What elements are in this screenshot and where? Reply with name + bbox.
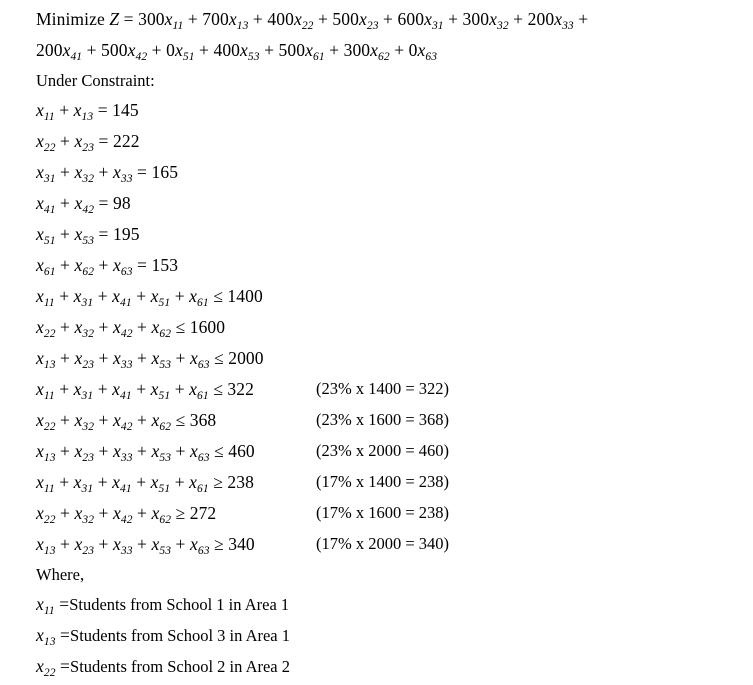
constraint-equation: $x_{13} + x_{23} + x_{33} + x_{53} + x_{63} \le 2000$ [36,348,264,371]
constraint-equation: $x_{22} + x_{32} + x_{42} + x_{62} \le 368$ [36,410,217,433]
definition-row [36,592,736,623]
constraint-equation: $x_{22} + x_{32} + x_{42} + x_{62} \ge 272$ [36,503,217,526]
constraint-equation: $x_{22} + x_{23} = 222$ [36,131,140,154]
definition-variable: $x_{13}$ = [36,625,71,648]
constraint-row [36,284,736,315]
constraint-row [36,439,736,470]
constraint-row [36,222,736,253]
constraint-equation: $x_{13} + x_{23} + x_{33} + x_{53} + x_{63} \ge 340$ [36,534,255,557]
constraint-row [36,160,736,191]
definition-row [36,623,736,654]
constraint-row [36,532,736,563]
objective-equation-part-1: Minimize $Z = 300x_{11} + 700x_{13} + 400x_{22} + 500x_{23} + 600x_{31} + 300x_{32} + 200x_{33}$ + [36,9,589,32]
constraint-equation: $x_{11} + x_{13} = 145$ [36,100,139,123]
constraint-equation: $x_{22} + x_{32} + x_{42} + x_{62} \le 1600$ [36,317,226,340]
objective-line-2 [36,38,736,69]
constraint-row [36,191,736,222]
constraint-note: (23% x 2000 = 460) [316,441,450,460]
objective-equation-part-2: $200x_{41} + 500x_{42} + 0x_{51} + 400x_{53} + 500x_{61} + 300x_{62} + 0x_{63}$ [36,40,438,63]
constraint-equation: $x_{61} + x_{62} + x_{63} = 153$ [36,255,179,278]
constraint-note: (23% x 1400 = 322) [316,379,450,398]
constraint-row [36,501,736,532]
constraint-equation: $x_{11} + x_{31} + x_{41} + x_{51} + x_{61} \le 322$ [36,379,254,402]
constraint-row [36,346,736,377]
constraint-row [36,129,736,160]
constraint-equation: $x_{31} + x_{32} + x_{33} = 165$ [36,162,179,185]
constraint-note: (17% x 1400 = 238) [316,472,450,491]
document-body [36,7,736,685]
constraint-equation: $x_{51} + x_{53} = 195$ [36,224,140,247]
constraint-row [36,253,736,284]
constraints-heading: Under Constraint: [36,71,155,90]
definition-row [36,654,736,685]
definition-variable: $x_{11}$ = [36,594,70,617]
definition-text: Students from School 1 in Area 1 [69,595,290,614]
definition-variable: $x_{22}$ = [36,656,71,679]
definitions-list [36,592,736,685]
constraint-row [36,470,736,501]
definition-text: Students from School 2 in Area 2 [70,657,291,676]
constraint-row [36,408,736,439]
constraints-list [36,98,736,563]
constraint-equation: $x_{41} + x_{42} = 98$ [36,193,131,216]
constraint-equation: $x_{11} + x_{31} + x_{41} + x_{51} + x_{61} \ge 238$ [36,472,254,495]
constraint-equation: $x_{13} + x_{23} + x_{33} + x_{53} + x_{63} \le 460$ [36,441,255,464]
objective-line-1 [36,7,736,38]
constraint-note: (17% x 1600 = 238) [316,503,450,522]
constraint-row [36,377,736,408]
definition-text: Students from School 3 in Area 1 [70,626,291,645]
constraint-equation: $x_{11} + x_{31} + x_{41} + x_{51} + x_{61} \le 1400$ [36,286,263,309]
where-heading: Where, [36,565,85,584]
constraint-note: (17% x 2000 = 340) [316,534,450,553]
constraint-note: (23% x 1600 = 368) [316,410,450,429]
constraint-row [36,98,736,129]
constraint-row [36,315,736,346]
